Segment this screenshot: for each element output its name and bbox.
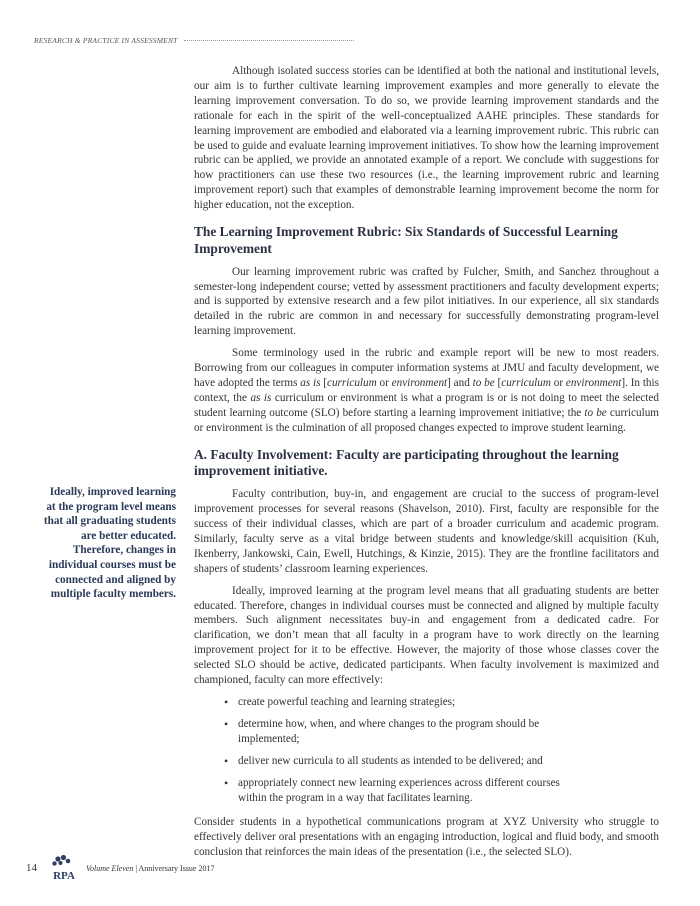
- page-number: 14: [26, 862, 37, 874]
- list-item: • appropriately connect new learning experiences across different courses within the program in a way that facilitates learning.: [224, 775, 560, 804]
- bullet-icon: •: [224, 716, 229, 731]
- closing-paragraph: Consider students in a hypothetical communications program at XYZ University who struggle to effectively deliver oral presentations with an engaging introduction, logical and fluid body, and smooth conclusion that reinforces the main ideas of the presentation (i.e., the selected SLO).: [194, 816, 659, 859]
- bullet-icon: •: [224, 753, 229, 768]
- running-head: [34, 33, 354, 47]
- main-column: [194, 64, 659, 867]
- faculty-paragraph-2: Ideally, improved learning at the program level means that all graduating students are better educated. Therefore, changes in individual courses must be connected and aligned by multiple faculty members. Such alignment necessitates buy-in and engagement from a dedicated cadre. For clarification, we don’t mean that all faculty in a program have to work directly on the learning improvement project for it to be effective. However, the majority of those whose classes cover the selected SLO should be active, dedicated participants. When faculty involvement is maximized and championed, faculty can more effectively:: [194, 584, 659, 687]
- footer-issue-line: Volume Eleven | Anniversary Issue 2017: [86, 863, 215, 873]
- rubric-heading: The Learning Improvement Rubric: Six Standards of Successful Learning Improvement: [194, 224, 618, 256]
- intro-paragraph: Although isolated success stories can be identified at both the national and institutional levels, our aim is to further cultivate learning improvement examples and more generally to elevate the learning improvement conversation. To do so, we provide learning improvement standards and the rationale for each in the spirit of the well-conceptualized AAHE principles. These standards for learning improvement are embodied and elaborated via a learning improvement rubric. This rubric can be used to guide and evaluate learning improvement initiatives. To show how the learning improvement rubric can be applied, we provide an annotated example of a report. We conclude with suggestions for how practitioners can use these two resources (i.e., the learning improvement rubric and learning improvement report) such that examples of demonstrable learning improvement become the norm for higher education, not the exception.: [194, 65, 659, 212]
- rubric-paragraph: Our learning improvement rubric was crafted by Fulcher, Smith, and Sanchez throughout a semester-long independent course; vetted by assessment practitioners and faculty development experts; and is supported by extensive research and a few pilot initiatives. In our experience, all six standards detailed in the rubric are common in and necessary for successfully demonstrating program-level learning improvement.: [194, 265, 659, 338]
- faculty-paragraph-1: Faculty contribution, buy-in, and engagement are crucial to the success of program-level improvement processes for several reasons (Shavelson, 2010). First, faculty are responsible for the success of their individual classes, which are part of a broader curriculum and academic program. Similarly, faculty serve as a vital bridge between students and knowledge/skill acquisition (Kuh, Ikenberry, Jankowski, Cain, Ewell, Hutchings, & Kinzie, 2015). They are the frontline facilitators and shapers of students’ classroom learning experiences.: [194, 488, 659, 575]
- list-item: • determine how, when, and where changes to the program should be implemented;: [224, 716, 540, 745]
- list-item: • deliver new curricula to all students as intended to be delivered; and: [224, 753, 543, 768]
- faculty-involvement-heading: A. Faculty Involvement: Faculty are participating throughout the learning improvement initiative.: [194, 446, 619, 479]
- list-item: • create powerful teaching and learning strategies;: [224, 695, 456, 709]
- faculty-effects-list: [194, 695, 659, 805]
- bullet-icon: •: [224, 775, 229, 790]
- rpa-logo-icon: [48, 853, 80, 883]
- bullet-icon: •: [224, 695, 229, 709]
- pull-quote: Ideally, improved learning at the program level means that all graduating students are better educated. Therefore, changes in individual courses must be connected and aligned by multiple faculty members.: [43, 486, 176, 601]
- terminology-paragraph: Some terminology used in the rubric and example report will be new to most readers. Borrowing from our colleagues in computer information systems at JMU and faculty development, we have adopted the terms as is [curriculum or environment] and to be [curriculum or environment]. In this context, the as is curriculum or environment is what a program is or is not doing to meet the selected student learning outcome (SLO) before starting a learning improvement initiative; the to be curriculum or environment is the culmination of all proposed changes expected to improve student learning.: [194, 347, 659, 434]
- running-head-title: RESEARCH & PRACTICE IN ASSESSMENT: [34, 35, 178, 45]
- page-footer: [26, 853, 286, 883]
- rpa-logo-text: RPA: [53, 870, 75, 882]
- running-head-dotted-rule: [184, 40, 354, 41]
